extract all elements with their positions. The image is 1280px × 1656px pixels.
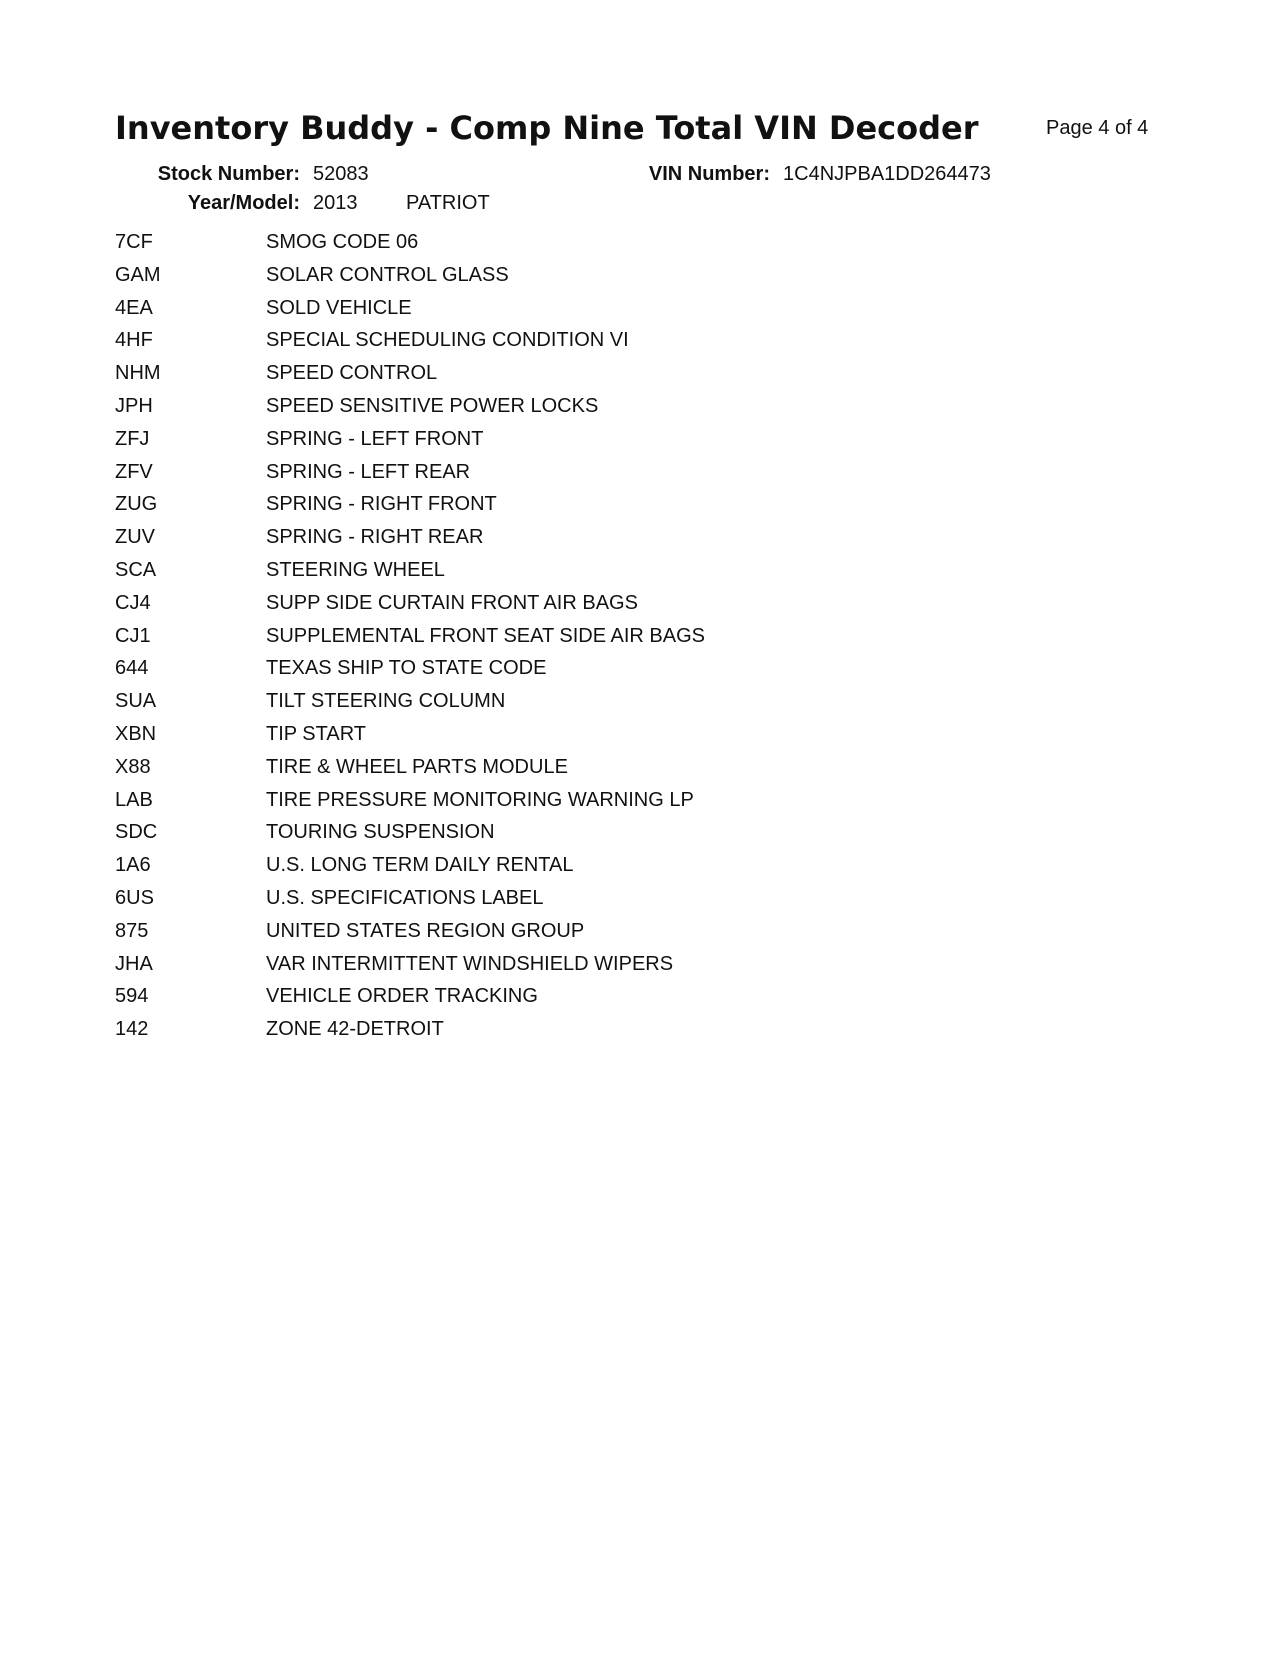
page-number: Page 4 of 4 (1046, 117, 1149, 139)
option-code: JPH (115, 394, 153, 417)
option-description: SPRING - RIGHT FRONT (266, 493, 497, 516)
option-row (115, 460, 705, 493)
option-code: 7CF (115, 231, 153, 253)
option-code: 644 (115, 657, 149, 680)
option-description: TOURING SUSPENSION (266, 821, 495, 844)
option-row (115, 427, 705, 460)
vin-number-label: VIN Number: (648, 163, 770, 185)
option-row (115, 853, 705, 886)
option-description: SOLD VEHICLE (266, 296, 412, 319)
year-value: 2013 (313, 192, 358, 214)
option-code: 4HF (115, 329, 153, 352)
option-code: SUA (115, 690, 157, 713)
option-code: 1A6 (115, 854, 151, 877)
option-code: SDC (115, 821, 158, 844)
option-code: 4EA (115, 296, 153, 319)
option-row (115, 296, 705, 329)
option-description: SUPP SIDE CURTAIN FRONT AIR BAGS (266, 591, 638, 614)
option-description: VEHICLE ORDER TRACKING (266, 985, 538, 1008)
option-description: TIRE PRESSURE MONITORING WARNING LP (266, 788, 694, 811)
option-description: SOLAR CONTROL GLASS (266, 263, 509, 286)
option-description: TIRE & WHEEL PARTS MODULE (266, 755, 568, 778)
option-row (115, 361, 705, 394)
option-row (115, 886, 705, 919)
option-description: ZONE 42-DETROIT (266, 1018, 444, 1041)
option-description: SUPPLEMENTAL FRONT SEAT SIDE AIR BAGS (266, 624, 706, 647)
option-code: ZUG (115, 493, 158, 516)
option-code: 6US (115, 886, 154, 909)
option-code: GAM (115, 263, 161, 286)
option-row (115, 230, 705, 263)
option-row (115, 263, 705, 296)
document-title: Inventory Buddy - Comp Nine Total VIN Decoder (115, 109, 979, 147)
stock-number-label: Stock Number: (157, 163, 300, 185)
option-code: CJ1 (115, 624, 151, 647)
year-model-label: Year/Model: (187, 192, 300, 214)
option-code: NHM (115, 362, 161, 385)
option-row (115, 755, 705, 788)
option-description: SPEED SENSITIVE POWER LOCKS (266, 394, 599, 417)
option-row (115, 722, 705, 755)
stock-number-value: 52083 (313, 163, 369, 185)
option-row (115, 952, 705, 985)
option-description: TILT STEERING COLUMN (266, 690, 506, 713)
option-code: ZFV (115, 460, 153, 483)
option-code: 875 (115, 919, 149, 942)
option-description: STEERING WHEEL (266, 558, 445, 581)
option-description: UNITED STATES REGION GROUP (266, 919, 585, 942)
option-row (115, 984, 705, 1017)
option-row (115, 328, 705, 361)
option-row (115, 689, 705, 722)
option-row (115, 919, 705, 952)
option-code: X88 (115, 755, 151, 778)
option-description: SPECIAL SCHEDULING CONDITION VI (266, 329, 629, 352)
option-description: SPRING - LEFT REAR (266, 460, 471, 483)
option-row (115, 656, 705, 689)
option-code: XBN (115, 722, 157, 745)
option-code: ZUV (115, 526, 155, 549)
option-code: ZFJ (115, 427, 150, 450)
option-code: LAB (115, 788, 153, 811)
option-code: CJ4 (115, 591, 151, 614)
option-code: JHA (115, 952, 153, 975)
option-description: SPRING - LEFT FRONT (266, 427, 484, 450)
option-row (115, 624, 705, 657)
option-code: 142 (115, 1018, 149, 1041)
option-description: SMOG CODE 06 (266, 231, 419, 253)
option-description: U.S. LONG TERM DAILY RENTAL (266, 854, 574, 877)
option-code: SCA (115, 558, 157, 581)
option-description: SPEED CONTROL (266, 362, 438, 385)
option-description: SPRING - RIGHT REAR (266, 526, 484, 549)
option-description: TEXAS SHIP TO STATE CODE (266, 657, 547, 680)
option-row (115, 820, 705, 853)
option-description: VAR INTERMITTENT WINDSHIELD WIPERS (266, 952, 674, 975)
option-code-list (115, 230, 705, 1050)
option-description: U.S. SPECIFICATIONS LABEL (266, 886, 544, 909)
option-row (115, 525, 705, 558)
option-row (115, 788, 705, 821)
option-row (115, 394, 705, 427)
option-row (115, 492, 705, 525)
option-description: TIP START (266, 722, 367, 745)
option-code: 594 (115, 985, 149, 1008)
option-row (115, 1017, 705, 1050)
option-row (115, 591, 705, 624)
model-value: PATRIOT (406, 192, 490, 214)
option-row (115, 558, 705, 591)
vin-number-value: 1C4NJPBA1DD264473 (783, 163, 991, 185)
